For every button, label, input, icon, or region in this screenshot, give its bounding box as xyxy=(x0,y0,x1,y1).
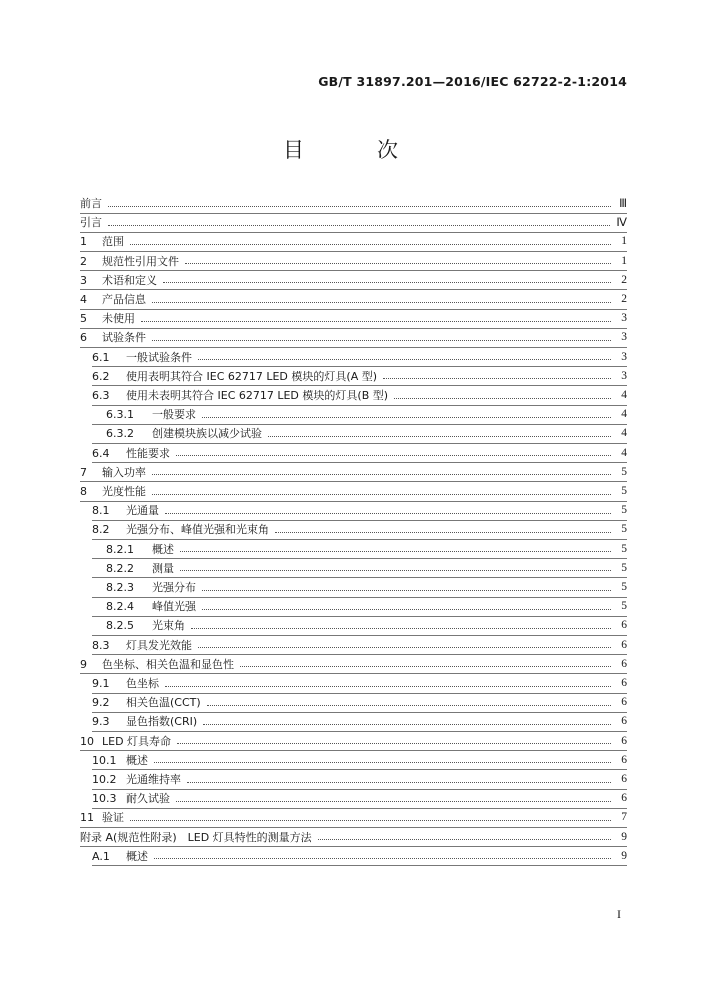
toc-entry[interactable] xyxy=(80,463,627,481)
toc-entry-number: 8.2.3 xyxy=(106,581,134,594)
leader-dots xyxy=(203,724,611,725)
toc-entry-number: 9.3 xyxy=(92,715,110,729)
entry-separator xyxy=(92,865,627,866)
toc-entry-text: LED 灯具寿命 xyxy=(102,734,172,748)
toc-entry-number: 4 xyxy=(80,293,87,306)
toc-entry[interactable] xyxy=(80,808,627,826)
toc-entry-page: 7 xyxy=(621,811,627,824)
toc-entry[interactable] xyxy=(80,328,627,346)
toc-entry-label xyxy=(92,848,148,864)
toc-entry-page: 5 xyxy=(621,581,627,593)
toc-entry-label xyxy=(80,829,312,845)
toc-entry-label xyxy=(92,521,269,537)
toc-entry-number: 10.3 xyxy=(92,792,117,806)
toc-entry-text: 色坐标 xyxy=(126,677,159,690)
leader-dots xyxy=(177,743,611,744)
toc-entry[interactable] xyxy=(80,213,627,231)
toc-entry-text: 光通维持率 xyxy=(126,773,181,786)
toc-entry-label xyxy=(106,541,174,557)
toc-entry-text: 峰值光强 xyxy=(152,600,196,614)
toc-entry-number: 8.2.1 xyxy=(106,542,134,556)
toc-entry-page: 6 xyxy=(621,715,627,728)
toc-entry-label xyxy=(92,675,159,691)
toc-entry-text: 光束角 xyxy=(152,619,185,633)
toc-entry[interactable] xyxy=(92,444,627,462)
toc-entry-label xyxy=(80,253,179,269)
leader-dots xyxy=(191,628,611,629)
toc-entry-page: 9 xyxy=(621,830,627,843)
toc-entry-page: 4 xyxy=(621,408,627,421)
toc-entry-label xyxy=(80,464,146,480)
leader-dots xyxy=(176,455,611,456)
toc-entry[interactable] xyxy=(106,578,627,596)
toc-entry-label xyxy=(106,425,262,441)
toc-entry-page: 4 xyxy=(621,389,627,401)
toc-entry-text: 光通量 xyxy=(126,504,159,518)
toc-entry-page: 6 xyxy=(621,773,627,785)
toc-entry-label xyxy=(92,713,197,729)
toc-entry-text: 概述 xyxy=(126,753,148,767)
toc-entry[interactable] xyxy=(80,828,627,846)
document-header: GB/T 31897.201—2016/IEC 62722-2-1:2014 xyxy=(318,74,627,89)
leader-dots xyxy=(207,705,611,706)
toc-entry-label xyxy=(92,387,388,403)
toc-entry-text: 前言 xyxy=(80,197,102,210)
toc-entry-label xyxy=(80,483,146,499)
toc-entry-label xyxy=(80,310,135,326)
leader-dots xyxy=(152,474,611,475)
toc-entry[interactable] xyxy=(92,367,627,385)
toc-entry-number: 3 xyxy=(80,273,87,287)
toc-entry-text: 产品信息 xyxy=(102,293,146,306)
toc-entry[interactable] xyxy=(80,732,627,750)
leader-dots xyxy=(108,225,610,226)
leader-dots xyxy=(240,666,611,667)
toc-entry[interactable] xyxy=(80,655,627,673)
toc-entry-label xyxy=(80,656,234,672)
toc-entry-number: 5 xyxy=(80,312,87,326)
leader-dots xyxy=(165,686,611,687)
toc-entry-text: 性能要求 xyxy=(126,446,170,460)
toc-entry-number: 8.2.5 xyxy=(106,619,134,633)
toc-entry-page: 6 xyxy=(621,792,627,805)
leader-dots xyxy=(268,436,611,437)
toc-entry-label xyxy=(92,771,181,787)
toc-entry-label xyxy=(106,598,196,614)
toc-entry-number: 8.2.2 xyxy=(106,561,134,575)
toc-entry[interactable] xyxy=(92,847,627,865)
toc-entry-text: 灯具发光效能 xyxy=(126,638,192,652)
toc-entry-label xyxy=(92,368,377,384)
toc-entry-label xyxy=(92,752,148,768)
toc-entry-page: 6 xyxy=(621,619,627,632)
toc-entry[interactable] xyxy=(92,770,627,788)
toc-entry[interactable] xyxy=(80,194,627,212)
toc-entry-label xyxy=(80,272,157,288)
leader-dots xyxy=(187,782,611,783)
toc-entry[interactable] xyxy=(92,693,627,711)
toc-entry-text: 光强分布 xyxy=(152,581,196,594)
toc-entry-page: 2 xyxy=(621,293,627,305)
leader-dots xyxy=(318,839,611,840)
toc-entry-label xyxy=(106,406,196,422)
toc-entry-page: 6 xyxy=(621,753,627,766)
toc-entry-page: 1 xyxy=(621,235,627,248)
leader-dots xyxy=(180,551,611,552)
toc-entry-label xyxy=(80,291,146,307)
toc-entry-number: 8.2.4 xyxy=(106,600,134,614)
toc-entry[interactable] xyxy=(92,751,627,769)
toc-entry-number: 9.1 xyxy=(92,677,110,690)
toc-entry-page: 9 xyxy=(621,849,627,862)
leader-dots xyxy=(202,417,611,418)
toc-entry-label xyxy=(92,502,159,518)
toc-entry-text: 引言 xyxy=(80,216,102,230)
toc-entry-number: 9.2 xyxy=(92,696,110,710)
toc-entry-number: 6.1 xyxy=(92,350,110,364)
toc-entry-label xyxy=(106,617,185,633)
toc-entry-page: 3 xyxy=(621,331,627,344)
toc-entry-number: 6.3.1 xyxy=(106,408,134,422)
toc-entry-text: 相关色温(CCT) xyxy=(126,696,201,710)
toc-entry[interactable] xyxy=(106,616,627,634)
toc-entry[interactable] xyxy=(106,597,627,615)
toc-entry-number: 8.3 xyxy=(92,638,110,652)
toc-entry-text: 一般试验条件 xyxy=(126,350,192,364)
toc-entry-text: 色坐标、相关色温和显色性 xyxy=(102,657,234,671)
toc-entry-text: 使用表明其符合 IEC 62717 LED 模块的灯具(A 型) xyxy=(126,369,378,383)
leader-dots xyxy=(202,609,611,610)
toc-entry-text: 输入功率 xyxy=(102,465,146,479)
toc-entry-page: 5 xyxy=(621,485,627,497)
toc-entry-text: 术语和定义 xyxy=(102,273,157,287)
toc-entry-text: 验证 xyxy=(102,811,124,825)
toc-entry-label xyxy=(92,637,192,653)
toc-entry-number: 10.1 xyxy=(92,753,117,767)
toc-entry-label xyxy=(80,329,146,345)
toc-entry-label xyxy=(92,790,170,806)
toc-entry-label xyxy=(92,694,201,710)
toc-entry-text: 范围 xyxy=(102,235,124,249)
leader-dots xyxy=(383,378,611,379)
toc-entry[interactable] xyxy=(92,520,627,538)
toc-entry-text: 未使用 xyxy=(102,312,135,326)
toc-entry-text: 耐久试验 xyxy=(126,792,170,806)
toc-entry-page: 6 xyxy=(621,657,627,670)
toc-entry-label xyxy=(80,733,171,749)
toc-entry-number: 2 xyxy=(80,254,87,268)
toc-entry-page: 6 xyxy=(621,696,627,709)
toc-entry-page: Ⅲ xyxy=(619,198,627,210)
leader-dots xyxy=(185,263,611,264)
toc-entry-text: 概述 xyxy=(126,849,148,863)
leader-dots xyxy=(154,762,611,763)
toc-entry-label xyxy=(106,579,196,595)
leader-dots xyxy=(152,302,611,303)
toc-entry-number: 6 xyxy=(80,331,87,345)
toc-entry-page: 1 xyxy=(621,254,627,267)
leader-dots xyxy=(141,321,611,322)
toc-entry[interactable] xyxy=(106,405,627,423)
toc-entry-page: 2 xyxy=(621,273,627,286)
toc-entry-page: 5 xyxy=(621,523,627,536)
toc-entry-number: 6.3.2 xyxy=(106,427,134,441)
toc-entry-number: 10.2 xyxy=(92,773,117,786)
toc-entry-label xyxy=(80,214,102,230)
leader-dots xyxy=(176,801,611,802)
toc-entry[interactable] xyxy=(106,559,627,577)
toc-entry-number: 8 xyxy=(80,485,87,498)
toc-entry-label xyxy=(80,233,124,249)
toc-entry-page: 4 xyxy=(621,427,627,440)
toc-entry-page: 6 xyxy=(621,677,627,689)
toc-entry-page: 4 xyxy=(621,446,627,459)
toc-entry-label xyxy=(80,809,124,825)
toc-entry-page: 6 xyxy=(621,734,627,747)
toc-entry-label xyxy=(80,195,102,211)
toc-entry-text: 一般要求 xyxy=(152,408,196,422)
toc-entry[interactable] xyxy=(92,386,627,404)
toc-entry[interactable] xyxy=(92,636,627,654)
toc-entry-text: 测量 xyxy=(152,561,174,575)
toc-entry[interactable] xyxy=(92,712,627,730)
toc-entry-number: 8.2 xyxy=(92,523,110,537)
toc-entry-page: 5 xyxy=(621,600,627,613)
toc-entry-number: 9 xyxy=(80,657,87,671)
toc-entry[interactable] xyxy=(80,252,627,270)
toc-entry-number: 附录 A xyxy=(80,830,114,844)
toc-entry-text: 概述 xyxy=(152,542,174,556)
leader-dots xyxy=(154,858,611,859)
toc-entry-label xyxy=(106,560,174,576)
leader-dots xyxy=(202,590,611,591)
leader-dots xyxy=(163,282,611,283)
toc-entry-text: 试验条件 xyxy=(102,331,146,345)
toc-entry-number: 11 xyxy=(80,811,94,825)
toc-entry[interactable] xyxy=(92,674,627,692)
toc-entry-page: 5 xyxy=(621,561,627,574)
leader-dots xyxy=(275,532,611,533)
toc-entry-number: A.1 xyxy=(92,849,110,863)
toc-entry[interactable] xyxy=(80,232,627,250)
toc-entry-label xyxy=(92,445,170,461)
leader-dots xyxy=(394,398,611,399)
toc-entry[interactable] xyxy=(92,501,627,519)
toc-entry-number: 1 xyxy=(80,235,87,249)
leader-dots xyxy=(165,513,611,514)
toc-entry[interactable] xyxy=(92,348,627,366)
toc-entry-page: Ⅳ xyxy=(616,217,627,230)
toc-entry-text: 光强分布、峰值光强和光束角 xyxy=(126,523,269,537)
leader-dots xyxy=(130,244,611,245)
leader-dots xyxy=(108,206,611,207)
toc-title: 目 次 xyxy=(283,138,424,162)
toc-entry[interactable] xyxy=(80,290,627,308)
toc-entry-page: 6 xyxy=(621,638,627,651)
toc-entry[interactable] xyxy=(80,309,627,327)
toc-entry-page: 3 xyxy=(621,312,627,325)
toc-entry-page: 3 xyxy=(621,369,627,382)
toc-entry-number: 10 xyxy=(80,734,94,748)
page-number: I xyxy=(617,907,621,921)
leader-dots xyxy=(180,570,611,571)
leader-dots xyxy=(152,494,611,495)
toc-entry-text: 显色指数(CRI) xyxy=(126,715,198,729)
toc-entry[interactable] xyxy=(92,789,627,807)
toc-entry-page: 5 xyxy=(621,465,627,478)
toc-entry-text: 使用未表明其符合 IEC 62717 LED 模块的灯具(B 型) xyxy=(126,389,389,402)
leader-dots xyxy=(152,340,611,341)
toc-entry-text: 光度性能 xyxy=(102,485,146,498)
toc-entry-page: 5 xyxy=(621,504,627,517)
leader-dots xyxy=(198,647,611,648)
toc-entry-number: 8.1 xyxy=(92,504,110,518)
toc-entry[interactable] xyxy=(80,271,627,289)
toc-entry-number: 6.2 xyxy=(92,369,110,383)
toc-entry-page: 3 xyxy=(621,350,627,363)
leader-dots xyxy=(130,820,611,821)
toc-entry[interactable] xyxy=(80,482,627,500)
toc-entry-number: 6.4 xyxy=(92,446,110,460)
toc-entry-number: 7 xyxy=(80,465,87,479)
toc-entry[interactable] xyxy=(106,424,627,442)
toc-entry-number: 6.3 xyxy=(92,389,110,402)
toc-entry-text: 创建模块族以减少试验 xyxy=(152,427,262,441)
toc-entry[interactable] xyxy=(106,540,627,558)
toc-entry-text: (规范性附录) LED 灯具特性的测量方法 xyxy=(113,830,312,844)
toc-entry-text: 规范性引用文件 xyxy=(102,254,179,268)
leader-dots xyxy=(198,359,611,360)
toc-entry-label xyxy=(92,349,192,365)
toc-entry-page: 5 xyxy=(621,542,627,555)
